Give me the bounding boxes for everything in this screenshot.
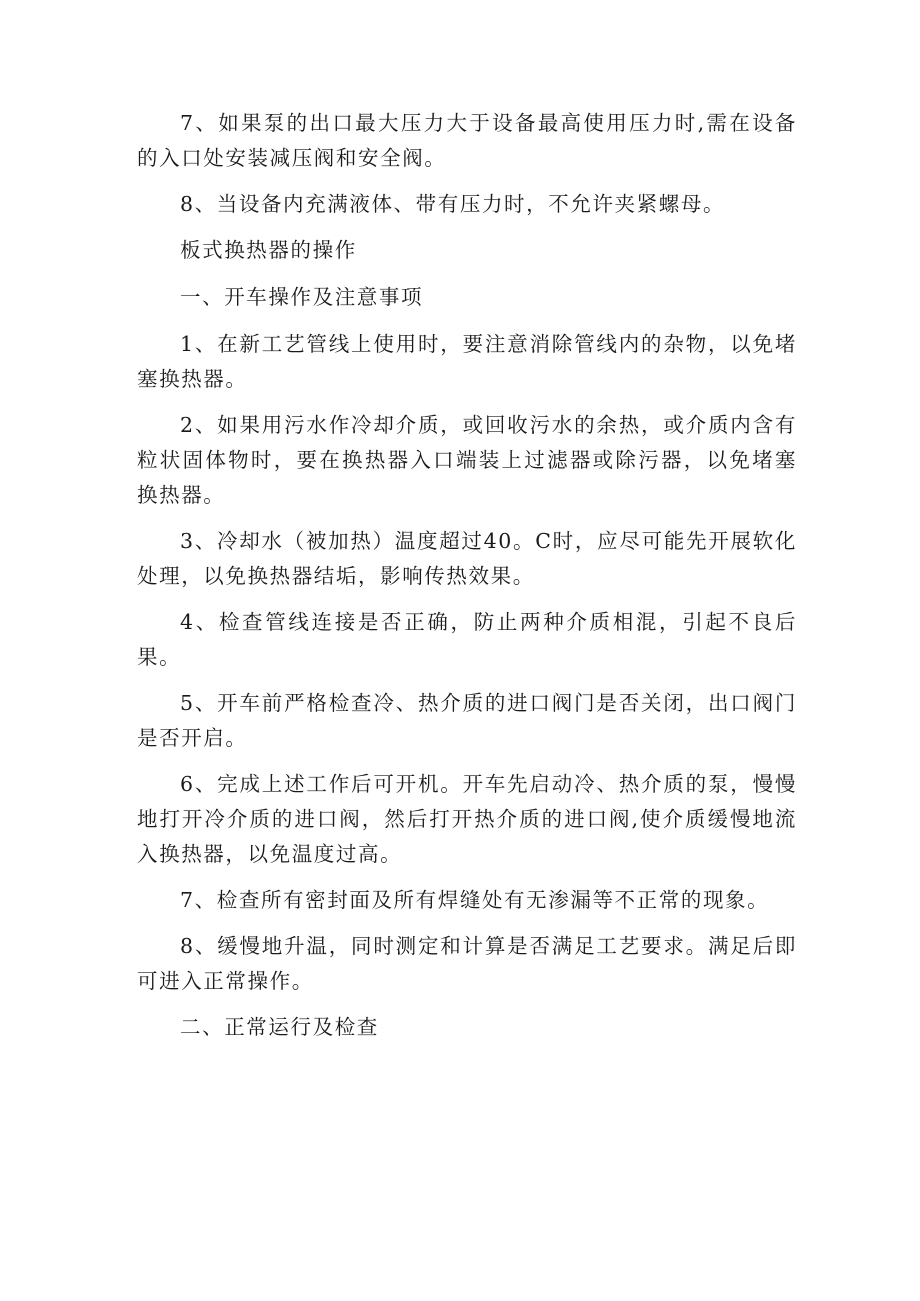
paragraph-item-7-pressure: 7、如果泵的出口最大压力大于设备最高使用压力时,需在设备的入口处安装减压阀和安全阀。 xyxy=(137,111,797,170)
paragraph-step-3: 3、冷却水（被加热）温度超过40。C时，应尽可能先开展软化处理，以免换热器结垢，影响传热效果。 xyxy=(137,529,797,588)
paragraph-step-6: 6、完成上述工作后可开机。开车先启动冷、热介质的泵，慢慢地打开冷介质的进口阀，然后打开热介质的进口阀,使介质缓慢地流入换热器，以免温度过高。 xyxy=(137,772,797,866)
paragraph-step-7: 7、检查所有密封面及所有焊缝处有无渗漏等不正常的现象。 xyxy=(180,888,770,912)
paragraph-item-8-nut: 8、当设备内充满液体、带有压力时，不允许夹紧螺母。 xyxy=(180,192,726,216)
paragraph-step-2: 2、如果用污水作冷却介质，或回收污水的余热，或介质内含有粒状固体物时，要在换热器入口端装上过滤器或除污器，以免堵塞换热器。 xyxy=(137,413,797,507)
paragraph-step-8: 8、缓慢地升温，同时测定和计算是否满足工艺要求。满足后即可进入正常操作。 xyxy=(137,934,797,993)
paragraph-step-4: 4、检查管线连接是否正确，防止两种介质相混，引起不良后果。 xyxy=(137,610,797,669)
section-heading-startup: 一、开车操作及注意事项 xyxy=(180,285,424,309)
section-title-plate-heat-exchanger: 板式换热器的操作 xyxy=(180,238,357,262)
section-heading-normal-operation: 二、正常运行及检查 xyxy=(180,1015,379,1039)
paragraph-step-1: 1、在新工艺管线上使用时，要注意消除管线内的杂物，以免堵塞换热器。 xyxy=(137,332,797,391)
paragraph-step-5: 5、开车前严格检查冷、热介质的进口阀门是否关闭，出口阀门是否开启。 xyxy=(137,691,797,750)
document-page xyxy=(137,106,797,1057)
